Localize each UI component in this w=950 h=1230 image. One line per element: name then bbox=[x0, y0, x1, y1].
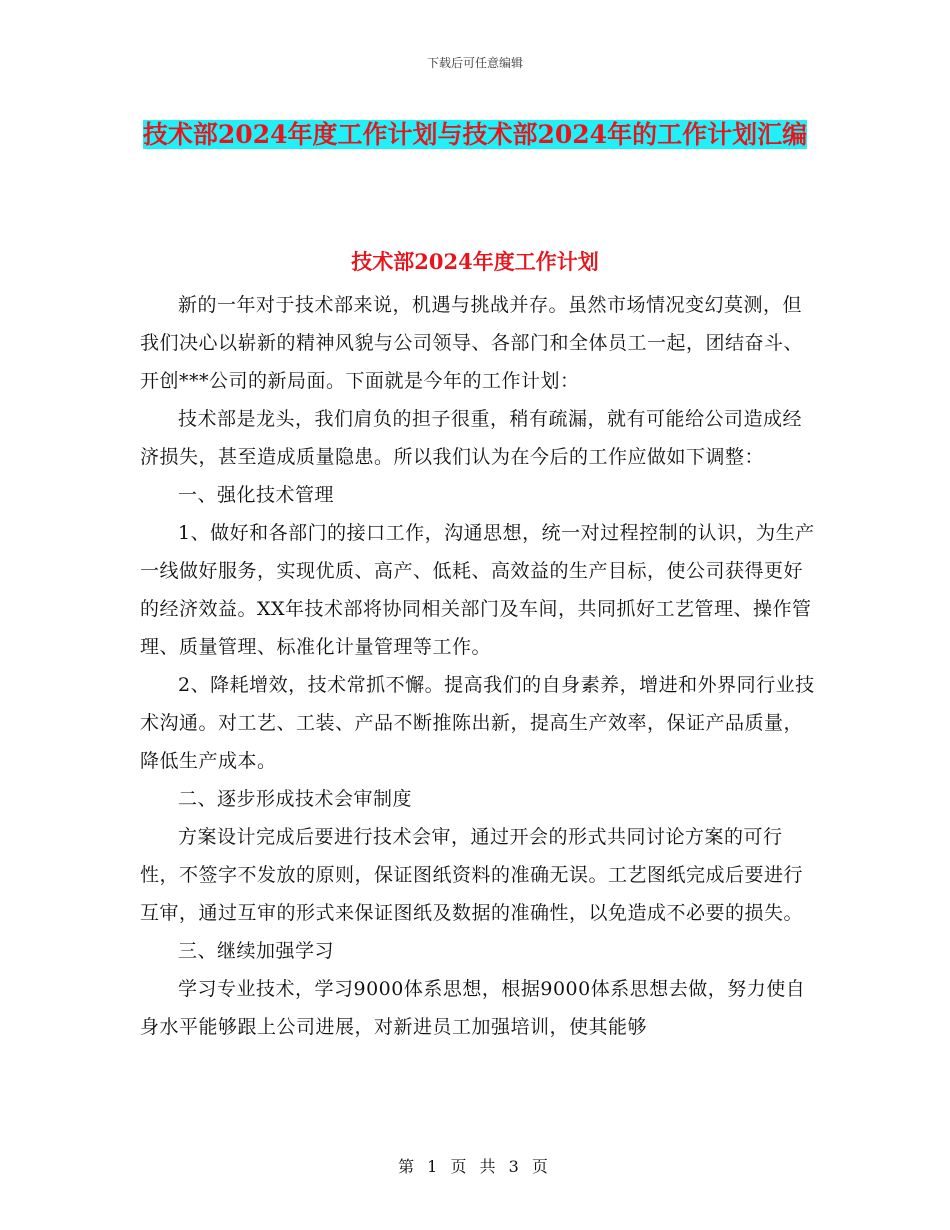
paragraph: 新的一年对于技术部来说，机遇与挑战并存。虽然市场情况变幻莫测，但我们决心以崭新的精神风貌与公司领导、各部门和全体员工一起，团结奋斗、开创***公司的新局面。下面就是今年的工作计划： bbox=[140, 294, 804, 392]
document-title-text: 技术部2024年度工作计划与技术部2024年的工作计划汇编 bbox=[142, 120, 808, 149]
header-note: 下载后可任意编辑 bbox=[426, 56, 523, 70]
section-heading: 二、逐步形成技术会审制度 bbox=[178, 788, 413, 810]
page-number: 第 1 页 共 3 页 bbox=[398, 1157, 552, 1176]
section-title: 技术部2024年度工作计划 bbox=[351, 249, 599, 274]
paragraph: 2、降耗增效，技术常抓不懈。提高我们的自身素养，增进和外界同行业技术沟通。对工艺、工装、产品不断推陈出新，提高生产效率，保证产品质量，降低生产成本。 bbox=[140, 674, 815, 772]
section-heading: 一、强化技术管理 bbox=[178, 484, 335, 506]
document-body bbox=[140, 286, 820, 1046]
paragraph: 学习专业技术，学习9000体系思想，根据9000体系思想去做，努力使自身水平能够跟上公司进展，对新进员工加强培训，使其能够 bbox=[140, 978, 806, 1038]
paragraph: 技术部是龙头，我们肩负的担子很重，稍有疏漏，就有可能给公司造成经济损失，甚至造成质量隐患。所以我们认为在今后的工作应做如下调整： bbox=[140, 408, 803, 468]
paragraph: 1、做好和各部门的接口工作，沟通思想，统一对过程控制的认识，为生产一线做好服务，实现优质、高产、低耗、高效益的生产目标，使公司获得更好的经济效益。XX年技术部将协同相关部门及车间，共同抓好工艺管理、操作管理、质量管理、标准化计量管理等工作。 bbox=[140, 522, 815, 658]
document-title bbox=[120, 108, 830, 161]
paragraph: 方案设计完成后要进行技术会审，通过开会的形式共同讨论方案的可行性，不签字不发放的原则，保证图纸资料的准确无误。工艺图纸完成后要进行互审，通过互审的形式来保证图纸及数据的准确性，以免造成不必要的损失。 bbox=[140, 826, 804, 924]
section-heading: 三、继续加强学习 bbox=[178, 940, 335, 962]
